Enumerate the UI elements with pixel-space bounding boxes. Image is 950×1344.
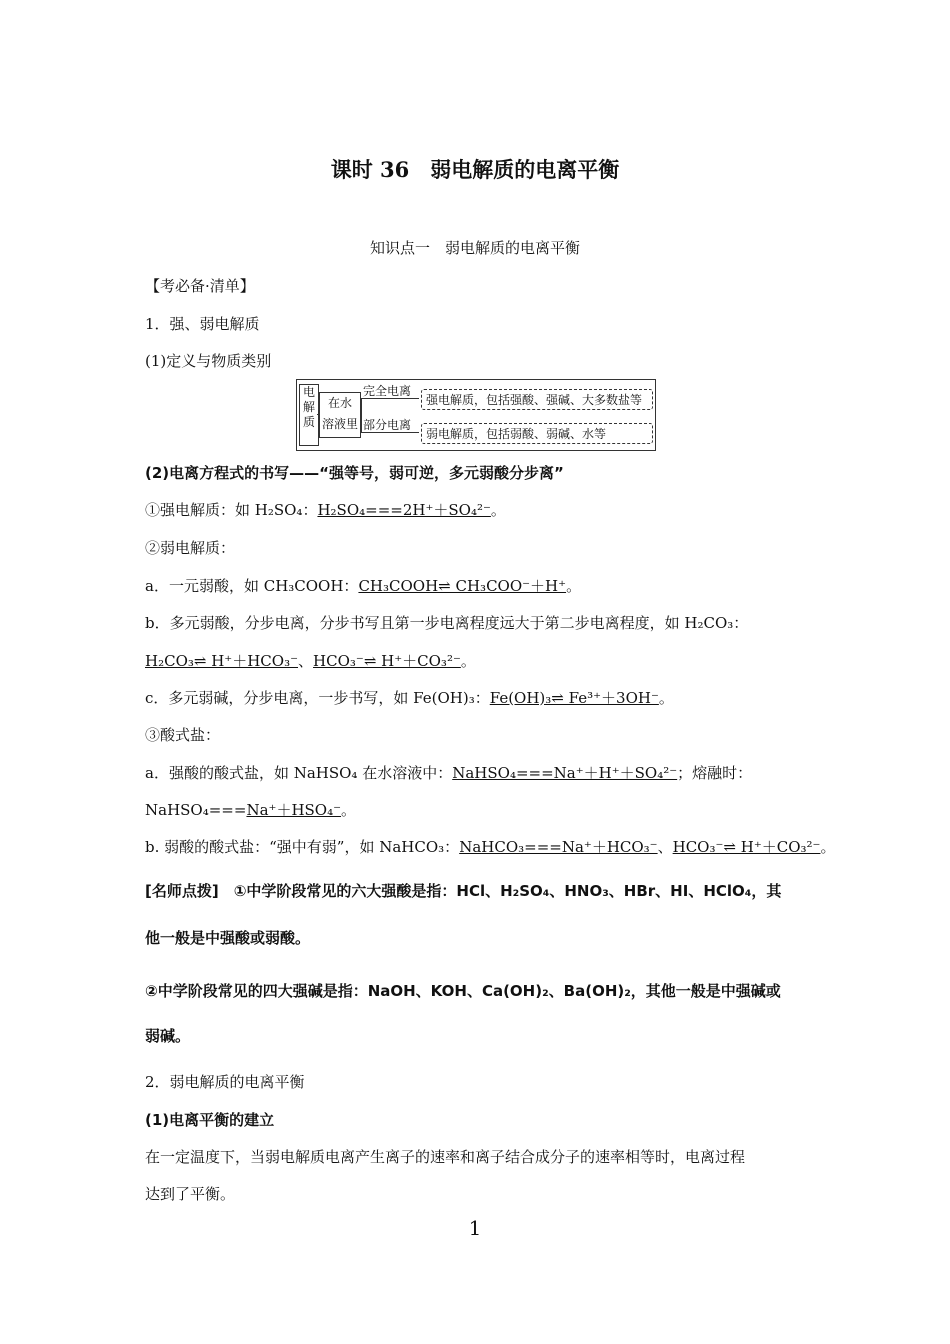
tip-line-1: [名师点拨] ①中学阶段常见的六大强酸是指：HCl、H₂SO₄、HNO₃、HBr、HI、HClO₄，其 [145, 882, 782, 900]
strong-label: ①强电解质：如 H₂SO₄： [145, 501, 318, 519]
strong-acid-salt-line [145, 762, 752, 784]
polybase-line [145, 687, 674, 709]
molten-label: ；熔融时： [677, 764, 753, 782]
strong-electrolyte-line [145, 499, 506, 521]
period: 。 [490, 501, 506, 519]
diagram-branch-bottom-label: 部分电离 [363, 418, 412, 432]
weak-acid-salt-equation-1: NaHCO₃===Na⁺＋HCO₃⁻ [459, 838, 658, 856]
tip-line-4: 弱碱。 [145, 1027, 191, 1045]
weak-acid-salt-line [145, 836, 835, 858]
strong-equation: H₂SO₄===2H⁺＋SO₄²⁻ [317, 501, 491, 519]
period: 。 [658, 689, 674, 707]
diagram-condition-box [319, 392, 361, 438]
separator: 、 [298, 652, 314, 670]
diagram-electrolyte-box: 电解质 [299, 384, 319, 446]
electrolyte-classification-diagram [296, 379, 656, 451]
strong-acid-salt-molten-line [145, 799, 356, 821]
subheading-definition: (1)定义与物质类别 [145, 352, 272, 370]
section-subtitle: 知识点一 弱电解质的电离平衡 [369, 239, 580, 257]
subheading-equation-writing: (2)电离方程式的书写——“强等号，弱可逆，多元弱酸分步离” [145, 464, 564, 482]
polyprotic-equations-line [145, 650, 476, 672]
acid-salt-label: ③酸式盐： [145, 726, 221, 744]
weak-electrolyte-label: ②弱电解质： [145, 539, 236, 557]
polyprotic-equation-1: H₂CO₃⇌ H⁺＋HCO₃⁻ [145, 652, 299, 670]
equilibrium-text-1: 在一定温度下，当弱电解质电离产生离子的速率和离子结合成分子的速率相等时，电离过程 [145, 1148, 746, 1166]
heading-ionization-equilibrium: 2．弱电解质的电离平衡 [145, 1073, 305, 1091]
molten-prefix: NaHSO₄=== [145, 801, 247, 819]
subheading-equilibrium-establish: (1)电离平衡的建立 [145, 1111, 275, 1129]
diagram-condition-bottom: 溶液里 [321, 417, 358, 431]
equilibrium-text-2: 达到了平衡。 [145, 1185, 236, 1203]
monoprotic-label: a．一元弱酸，如 CH₃COOH： [145, 577, 359, 595]
strong-acid-salt-equation-aqueous: NaHSO₄===Na⁺＋H⁺＋SO₄²⁻ [452, 764, 678, 782]
diagram-strong-result: 强电解质，包括强酸、强碱、大多数盐等 [421, 389, 653, 410]
page-title: 课时 36 弱电解质的电离平衡 [330, 157, 620, 182]
diagram-condition-top: 在水 [327, 396, 352, 410]
separator: 、 [657, 838, 673, 856]
strong-acid-salt-label: a．强酸的酸式盐，如 NaHSO₄ 在水溶液中： [145, 764, 453, 782]
polybase-label: c．多元弱碱，分步电离，一步书写，如 Fe(OH)₃： [145, 689, 490, 707]
period: 。 [460, 652, 476, 670]
polyprotic-acid-text: b．多元弱酸，分步电离，分步书写且第一步电离程度远大于第二步电离程度，如 H₂CO₃： [145, 614, 749, 632]
polyprotic-equation-2: HCO₃⁻⇌ H⁺＋CO₃²⁻ [313, 652, 461, 670]
tip-line-2: 他一般是中强酸或弱酸。 [145, 929, 311, 947]
period: 。 [566, 577, 582, 595]
weak-acid-salt-equation-2: HCO₃⁻⇌ H⁺＋CO₃²⁻ [672, 838, 821, 856]
weak-acid-salt-label: b. 弱酸的酸式盐：“强中有弱”，如 NaHCO₃： [145, 838, 460, 856]
tip-line-3: ②中学阶段常见的四大强碱是指：NaOH、KOH、Ca(OH)₂、Ba(OH)₂，其他一般是中强碱或 [145, 982, 781, 1000]
period: 。 [341, 801, 357, 819]
monoprotic-equation: CH₃COOH⇌ CH₃COO⁻＋H⁺ [358, 577, 567, 595]
diagram-branch-line [361, 398, 362, 432]
page-number: 1 [468, 1216, 482, 1240]
polybase-equation: Fe(OH)₃⇌ Fe³⁺＋3OH⁻ [489, 689, 659, 707]
heading-strong-weak: 1．强、弱电解质 [145, 315, 260, 333]
strong-acid-salt-equation-molten: Na⁺＋HSO₄⁻ [246, 801, 342, 819]
section-tag: 【考必备·清单】 [145, 277, 255, 295]
diagram-weak-result: 弱电解质，包括弱酸、弱碱、水等 [421, 423, 653, 444]
diagram-branch-top-label: 完全电离 [363, 384, 412, 398]
period: 。 [820, 838, 836, 856]
monoprotic-acid-line [145, 575, 581, 597]
